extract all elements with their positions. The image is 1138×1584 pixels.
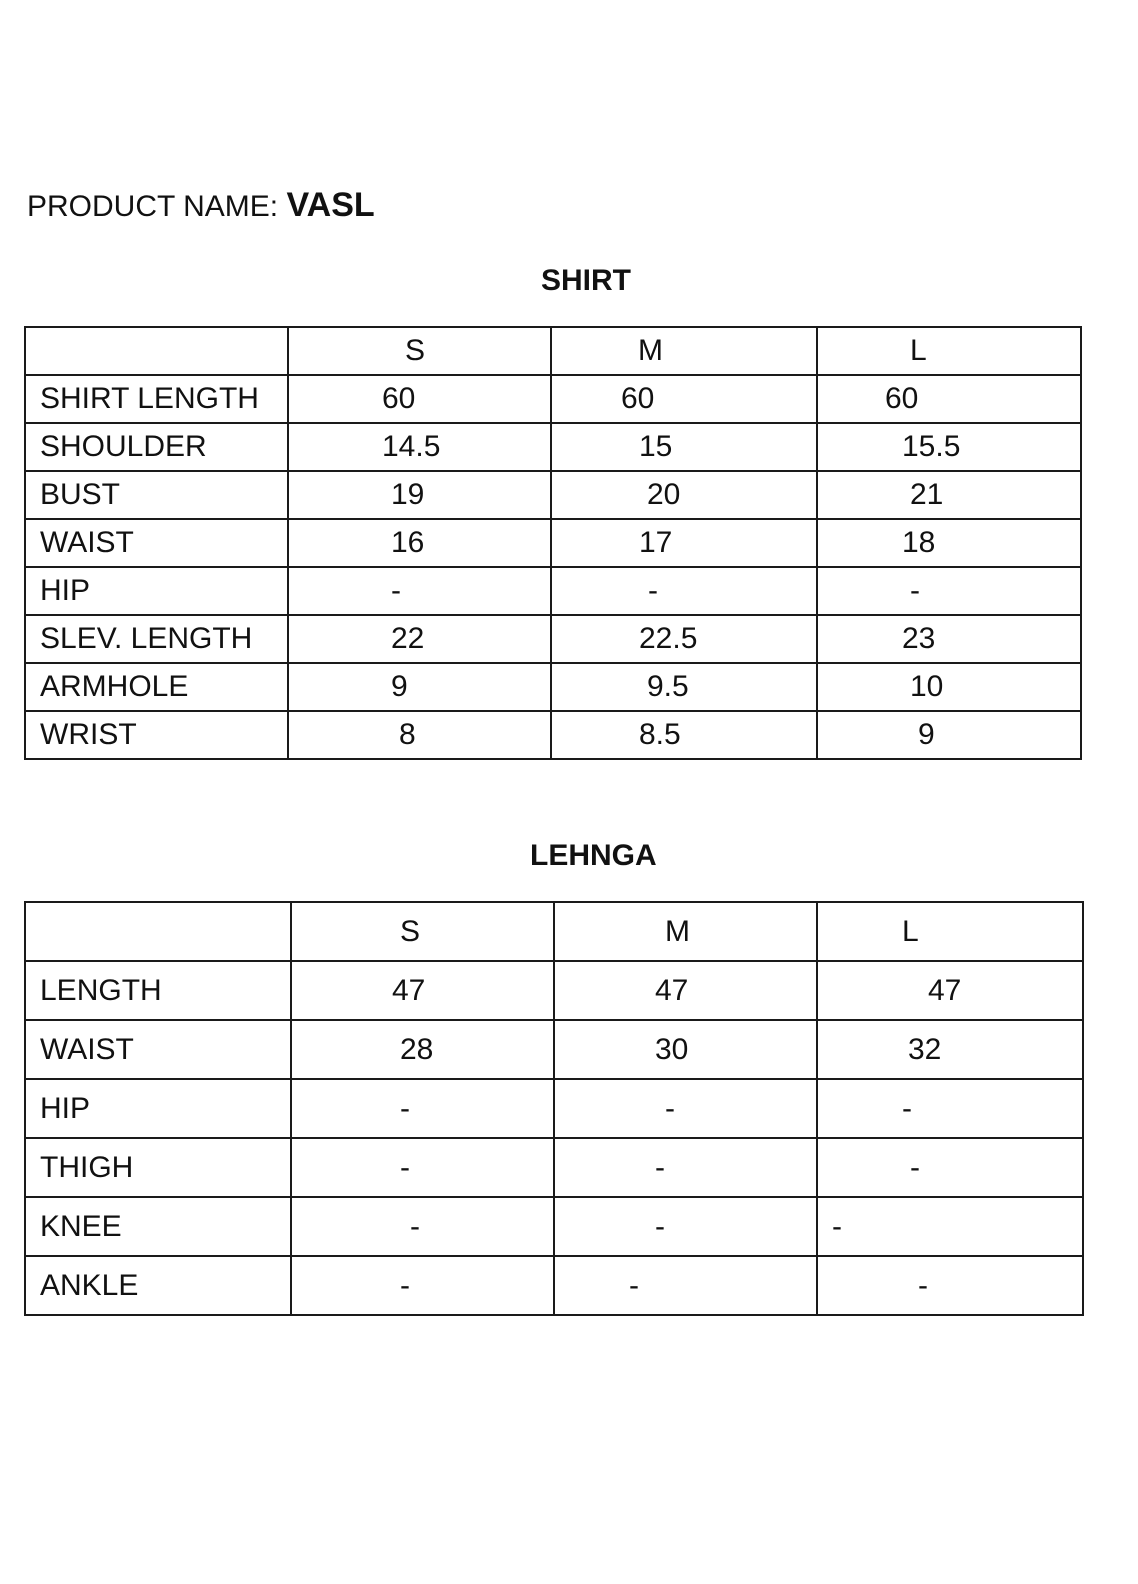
cell-l: 23 [817, 615, 1081, 663]
table-row [25, 471, 1081, 519]
table-row [25, 423, 1081, 471]
cell-m: 8.5 [551, 711, 817, 759]
cell-l: 10 [817, 663, 1081, 711]
corner-cell [25, 327, 288, 375]
row-label: THIGH [25, 1138, 291, 1197]
table-row [25, 1020, 1083, 1079]
lehnga-section-title: LEHNGA [530, 839, 657, 872]
cell-l: 21 [817, 471, 1081, 519]
cell-m: 30 [554, 1020, 817, 1079]
cell-l: 18 [817, 519, 1081, 567]
size-header-s: S [291, 902, 554, 961]
cell-s: 16 [288, 519, 551, 567]
table-row [25, 1138, 1083, 1197]
cell-m: - [554, 1079, 817, 1138]
row-label: HIP [25, 567, 288, 615]
cell-l: - [817, 1256, 1083, 1315]
cell-m: 47 [554, 961, 817, 1020]
cell-m: - [554, 1138, 817, 1197]
row-label: KNEE [25, 1197, 291, 1256]
cell-s: 28 [291, 1020, 554, 1079]
cell-m: - [554, 1197, 817, 1256]
corner-cell [25, 902, 291, 961]
table-row [25, 567, 1081, 615]
cell-m: 17 [551, 519, 817, 567]
cell-l: - [817, 567, 1081, 615]
row-label: LENGTH [25, 961, 291, 1020]
cell-m: 60 [551, 375, 817, 423]
size-header-l: L [817, 902, 1083, 961]
size-header-m: M [554, 902, 817, 961]
cell-m: 15 [551, 423, 817, 471]
cell-s: 14.5 [288, 423, 551, 471]
product-name-value: VASL [286, 186, 375, 224]
size-header-l: L [817, 327, 1081, 375]
cell-m: - [551, 567, 817, 615]
row-label: SHIRT LENGTH [25, 375, 288, 423]
cell-s: 8 [288, 711, 551, 759]
cell-l: 15.5 [817, 423, 1081, 471]
cell-s: 19 [288, 471, 551, 519]
cell-m: - [554, 1256, 817, 1315]
row-label: WAIST [25, 519, 288, 567]
cell-l: - [817, 1138, 1083, 1197]
cell-s: 47 [291, 961, 554, 1020]
table-row [25, 711, 1081, 759]
product-name-line [27, 186, 375, 225]
cell-m: 22.5 [551, 615, 817, 663]
cell-l: - [817, 1197, 1083, 1256]
cell-l: - [817, 1079, 1083, 1138]
row-label: BUST [25, 471, 288, 519]
table-row [25, 375, 1081, 423]
row-label: ANKLE [25, 1256, 291, 1315]
cell-s: 22 [288, 615, 551, 663]
row-label: HIP [25, 1079, 291, 1138]
table-row [25, 519, 1081, 567]
cell-l: 60 [817, 375, 1081, 423]
row-label: SLEV. LENGTH [25, 615, 288, 663]
table-row [25, 1256, 1083, 1315]
shirt-section-title: SHIRT [541, 264, 631, 297]
cell-l: 9 [817, 711, 1081, 759]
table-row [25, 663, 1081, 711]
row-label: WRIST [25, 711, 288, 759]
cell-m: 9.5 [551, 663, 817, 711]
product-name-label: PRODUCT NAME: [27, 190, 279, 223]
table-row [25, 1197, 1083, 1256]
shirt-size-table [24, 326, 1082, 760]
size-header-s: S [288, 327, 551, 375]
cell-m: 20 [551, 471, 817, 519]
row-label: WAIST [25, 1020, 291, 1079]
cell-s: - [291, 1197, 554, 1256]
cell-l: 47 [817, 961, 1083, 1020]
table-header-row [25, 902, 1083, 961]
table-header-row [25, 327, 1081, 375]
cell-s: 60 [288, 375, 551, 423]
cell-s: 9 [288, 663, 551, 711]
cell-s: - [291, 1256, 554, 1315]
table-row [25, 1079, 1083, 1138]
table-row [25, 961, 1083, 1020]
size-header-m: M [551, 327, 817, 375]
cell-s: - [291, 1079, 554, 1138]
row-label: ARMHOLE [25, 663, 288, 711]
lehnga-size-table [24, 901, 1084, 1316]
cell-s: - [288, 567, 551, 615]
table-row [25, 615, 1081, 663]
row-label: SHOULDER [25, 423, 288, 471]
cell-s: - [291, 1138, 554, 1197]
cell-l: 32 [817, 1020, 1083, 1079]
